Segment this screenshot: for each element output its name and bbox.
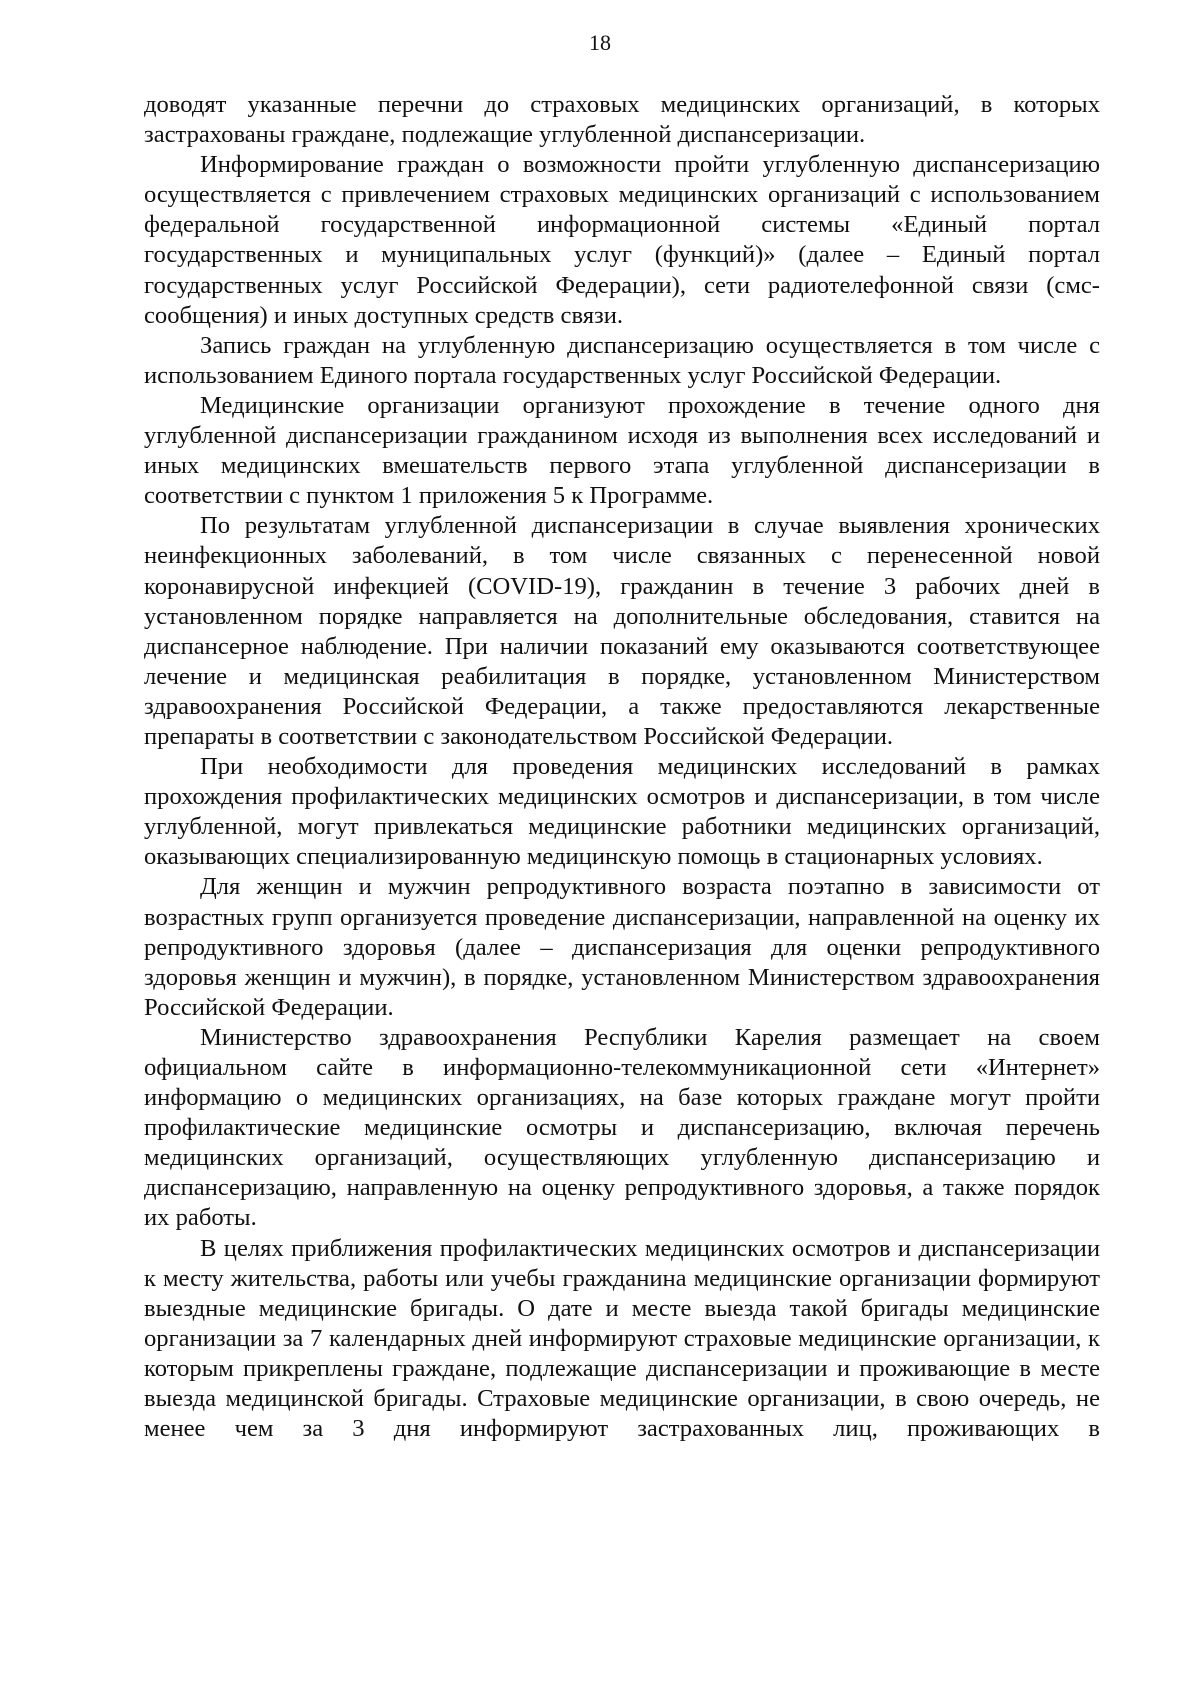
paragraph-3: Запись граждан на углубленную диспансеризацию осуществляется в том числе с использованием Единого портала государственных услуг Российской Федерации. (144, 331, 1100, 389)
document-body (144, 90, 1100, 1444)
paragraph-4: Медицинские организации организуют прохождение в течение одного дня углубленной диспансеризации гражданином исходя из выполнения всех исследований и иных медицинских вмешательств первого этапа углубленной диспансеризации в соответствии с пунктом 1 приложения 5 к Программе. (144, 391, 1100, 510)
paragraph-9: В целях приближения профилактических медицинских осмотров и диспансеризации к месту жительства, работы или учебы гражданина медицинские организации формируют выездные медицинские бригады. О дате и месте выезда такой бригады медицинские организации за 7 календарных дней информируют страховые медицинские организации, к которым прикреплены граждане, подлежащие диспансеризации и проживающие в месте выезда медицинской бригады. Страховые медицинские организации, в свою очередь, не менее чем за 3 дня информируют застрахованных лиц, проживающих в (144, 1234, 1100, 1443)
paragraph-5: По результатам углубленной диспансеризации в случае выявления хронических неинфекционных заболеваний, в том числе связанных с перенесенной новой коронавирусной инфекцией (COVID-19), гражданин в течение 3 рабочих дней в установленном порядке направляется на дополнительные обследования, ставится на диспансерное наблюдение. При наличии показаний ему оказываются соответствующее лечение и медицинская реабилитация в порядке, установленном Министерством здравоохранения Российской Федерации, а также предоставляются лекарственные препараты в соответствии с законодательством Российской Федерации. (144, 512, 1100, 750)
page-number: 18 (589, 30, 611, 55)
paragraph-1: доводят указанные перечни до страховых медицинских организаций, в которых застрахованы граждане, подлежащие углубленной диспансеризации. (144, 91, 1100, 149)
paragraph-7: Для женщин и мужчин репродуктивного возраста поэтапно в зависимости от возрастных групп организуется проведение диспансеризации, направленной на оценку их репродуктивного здоровья (далее – диспансеризация для оценки репродуктивного здоровья женщин и мужчин), в порядке, установленном Министерством здравоохранения Российской Федерации. (144, 873, 1100, 1021)
paragraph-8: Министерство здравоохранения Республики Карелия размещает на своем официальном сайте в информационно-телекоммуникационной сети «Интернет» информацию о медицинских организациях, на базе которых граждане могут пройти профилактические медицинские осмотры и диспансеризацию, включая перечень медицинских организаций, осуществляющих углубленную диспансеризацию и диспансеризацию, направленную на оценку репродуктивного здоровья, а также порядок их работы. (144, 1023, 1100, 1232)
paragraph-6: При необходимости для проведения медицинских исследований в рамках прохождения профилактических медицинских осмотров и диспансеризации, в том числе углубленной, могут привлекаться медицинские работники медицинских организаций, оказывающих специализированную медицинскую помощь в стационарных условиях. (144, 753, 1100, 871)
paragraph-2: Информирование граждан о возможности пройти углубленную диспансеризацию осуществляется с привлечением страховых медицинских организаций с использованием федеральной государственной информационной системы «Единый портал государственных и муниципальных услуг (функций)» (далее – Единый портал государственных услуг Российской Федерации), сети радиотелефонной связи (смс-сообщения) и иных доступных средств связи. (144, 151, 1100, 329)
